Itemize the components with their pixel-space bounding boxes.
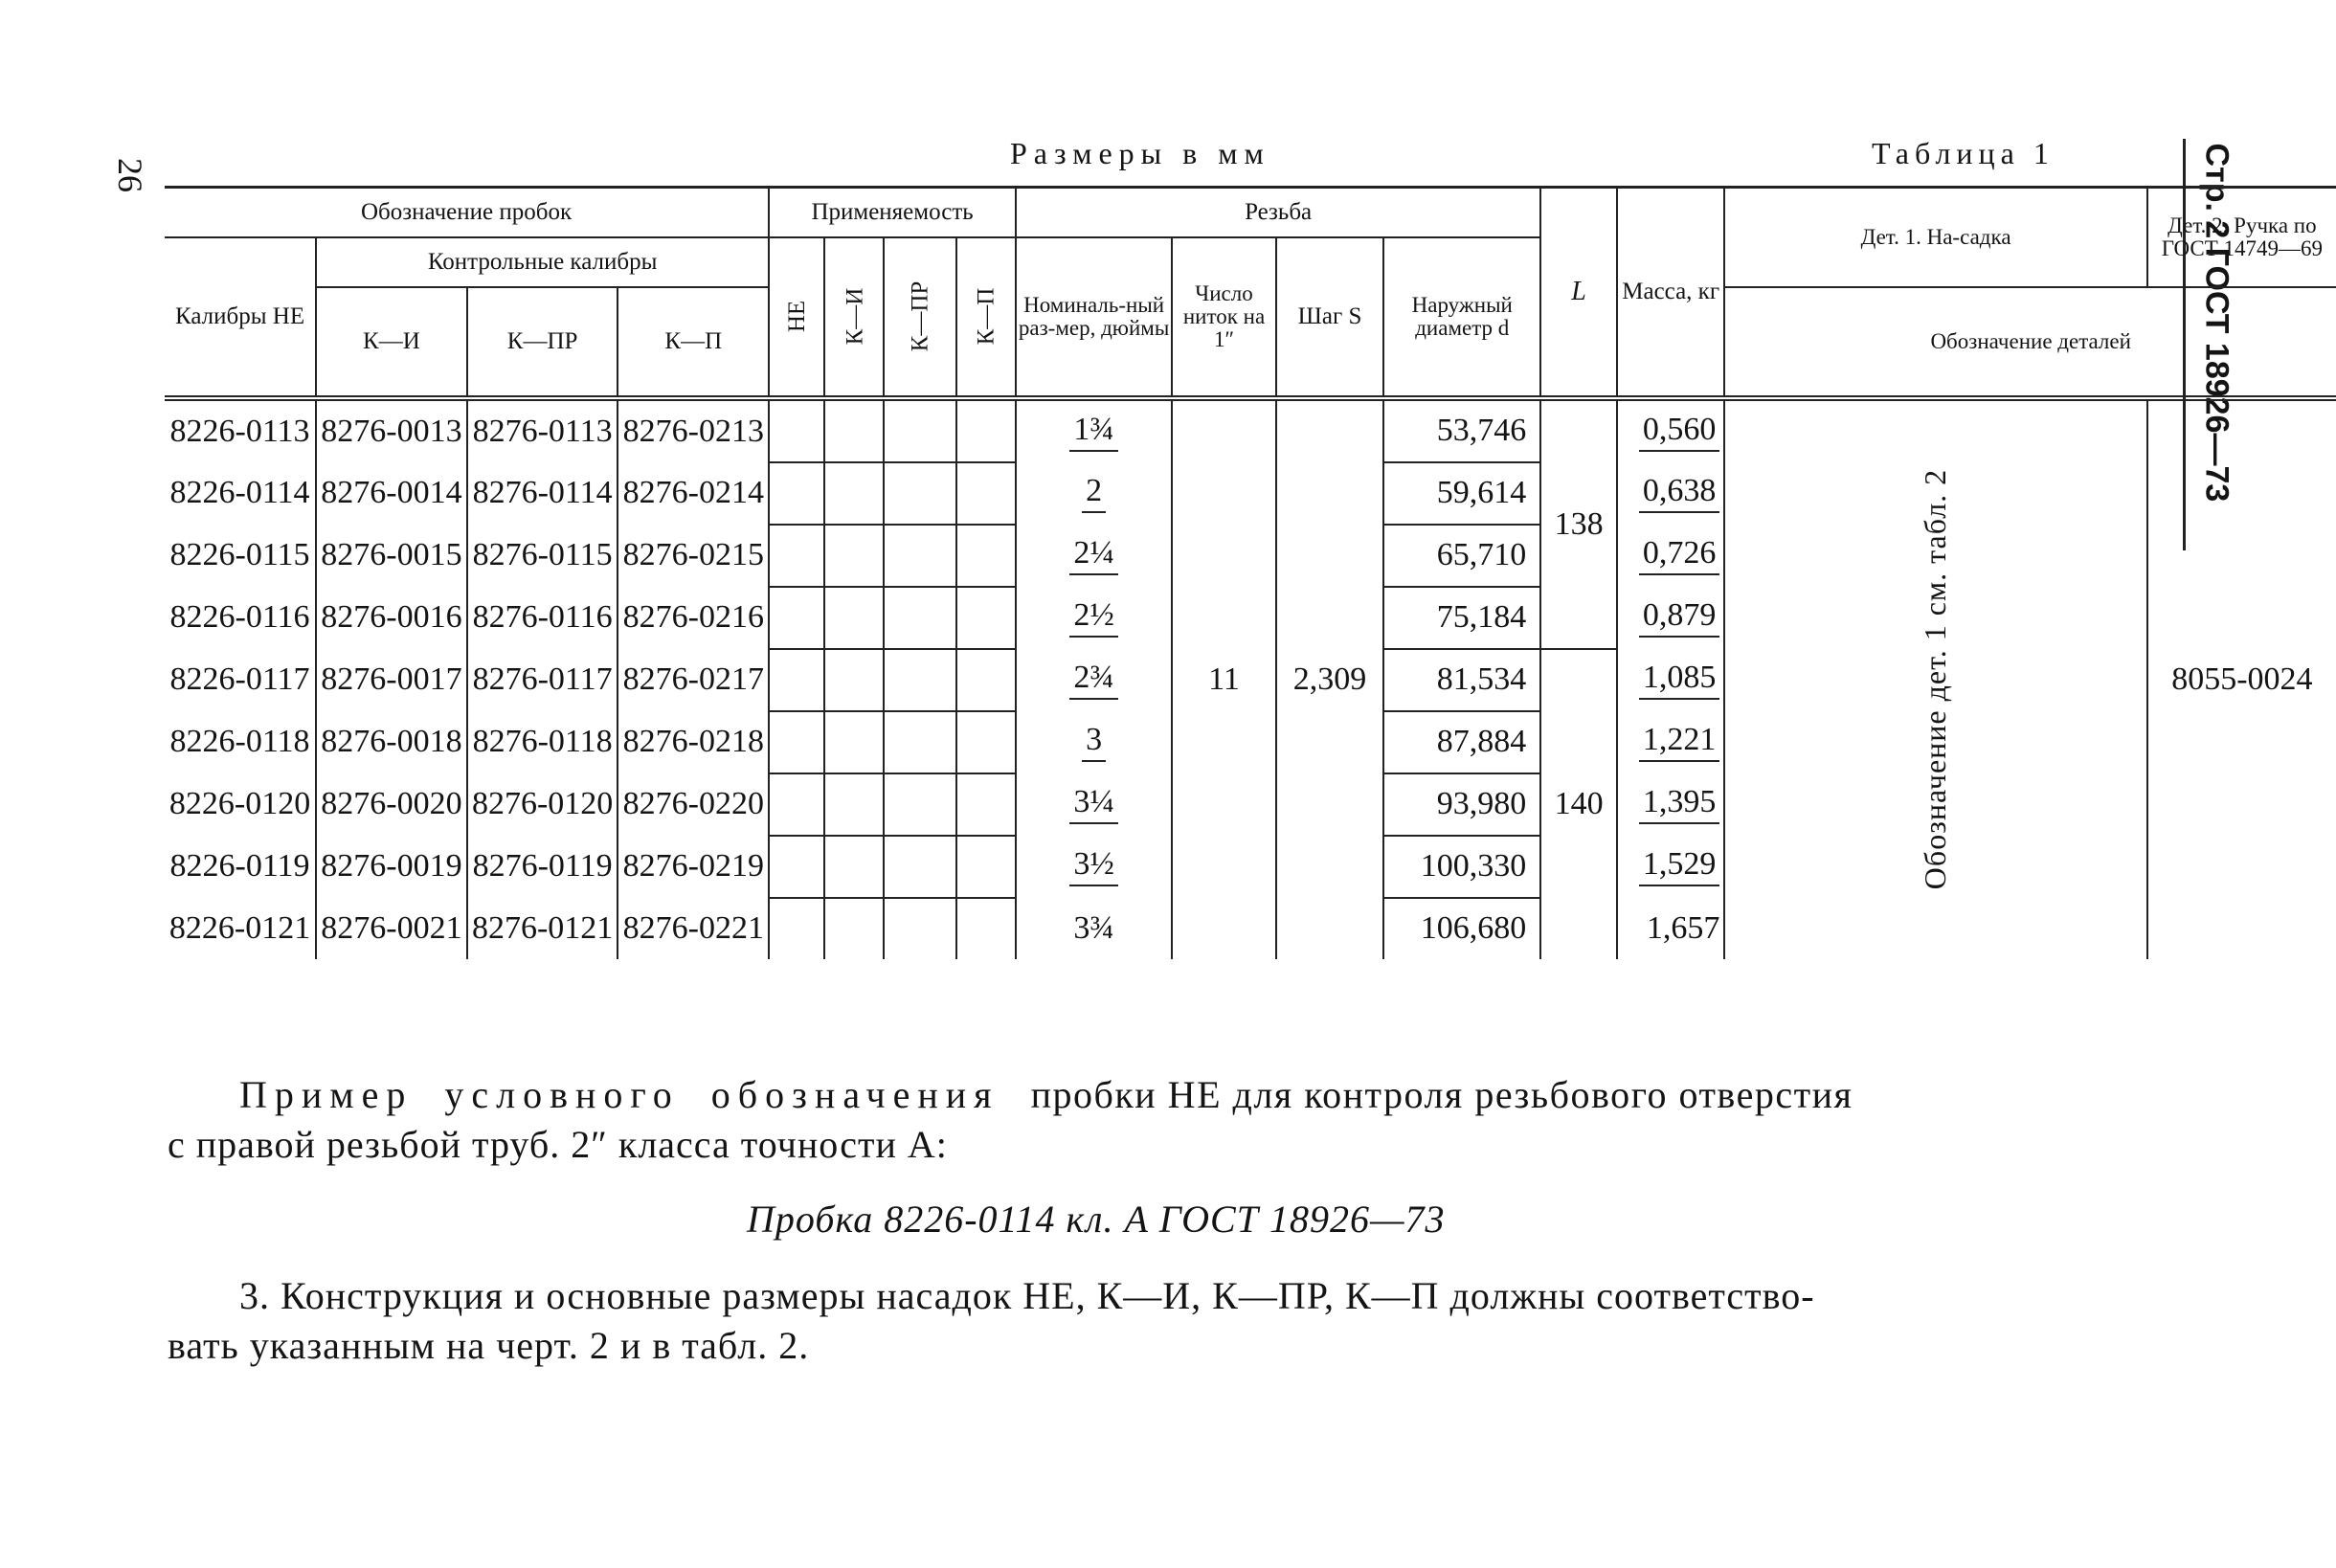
nominal-value: 3 bbox=[1082, 722, 1106, 762]
cell-k-i: 8276-0021 bbox=[316, 898, 467, 959]
header-app-k-p-text: К—П bbox=[973, 287, 1000, 346]
cell-app-ne bbox=[769, 836, 824, 898]
cell-k-p: 8276-0214 bbox=[618, 462, 769, 525]
cell-mass bbox=[1617, 773, 1724, 836]
nominal-value: 2¾ bbox=[1069, 660, 1118, 700]
cell-app-ne bbox=[769, 773, 824, 836]
example-paragraph bbox=[239, 1072, 2135, 1117]
cell-app-ne bbox=[769, 898, 824, 959]
cell-k-p: 8276-0218 bbox=[618, 711, 769, 773]
cell-app-k-pr bbox=[884, 773, 956, 836]
cell-ne: 8226-0119 bbox=[169, 848, 310, 884]
table-row bbox=[165, 398, 2336, 462]
cell-mass bbox=[1617, 711, 1724, 773]
mass-value: 1,085 bbox=[1639, 660, 1720, 700]
cell-app-k-pr bbox=[884, 836, 956, 898]
cell-k-i: 8276-0017 bbox=[316, 649, 467, 711]
cell-app-k-pr bbox=[884, 462, 956, 525]
cell-outer-diameter: 100,330 bbox=[1383, 836, 1540, 898]
cell-app-k-pr bbox=[884, 898, 956, 959]
cell-app-k-p bbox=[956, 773, 1016, 836]
cell-k-i: 8276-0013 bbox=[316, 398, 467, 462]
cell-app-k-p bbox=[956, 462, 1016, 525]
header-app-k-pr bbox=[884, 237, 956, 398]
cell-nominal bbox=[1016, 398, 1172, 462]
cell-k-i: 8276-0019 bbox=[316, 836, 467, 898]
header-app-k-i bbox=[824, 237, 884, 398]
cell-outer-diameter: 81,534 bbox=[1383, 649, 1540, 711]
cell-k-p: 8276-0220 bbox=[618, 773, 769, 836]
cell-app-k-p bbox=[956, 711, 1016, 773]
cell-app-k-p bbox=[956, 398, 1016, 462]
example-word-2: условного bbox=[444, 1073, 680, 1116]
cell-app-k-i bbox=[824, 711, 884, 773]
cell-k-p: 8276-0219 bbox=[618, 836, 769, 898]
header-part1: Дет. 1. На-садка bbox=[1724, 188, 2146, 287]
header-thread: Резьба bbox=[1016, 188, 1540, 237]
cell-app-k-pr bbox=[884, 587, 956, 649]
header-app-k-i-text: К—И bbox=[841, 287, 867, 346]
cell-k-i: 8276-0016 bbox=[316, 587, 467, 649]
cell-nominal bbox=[1016, 587, 1172, 649]
cell-k-pr: 8276-0119 bbox=[467, 836, 618, 898]
cell-outer-diameter: 75,184 bbox=[1383, 587, 1540, 649]
side-header-text: Стр. 2 ГОСТ 18926—73 bbox=[2198, 143, 2235, 503]
example-designation: Пробка 8226-0114 кл. А ГОСТ 18926—73 bbox=[747, 1198, 1446, 1241]
cell-app-k-i bbox=[824, 836, 884, 898]
cell-app-k-pr bbox=[884, 398, 956, 462]
cell-k-p: 8276-0217 bbox=[618, 649, 769, 711]
cell-app-k-p bbox=[956, 898, 1016, 959]
cell-app-k-i bbox=[824, 525, 884, 587]
header-gauges-ne: Калибры НЕ bbox=[165, 237, 316, 398]
cell-k-i: 8276-0020 bbox=[316, 773, 467, 836]
cell-threads-per-inch: 11 bbox=[1172, 398, 1276, 959]
table-label: Таблица 1 bbox=[1872, 136, 2055, 170]
header-parts-designation: Обозначение деталей bbox=[1724, 287, 2336, 398]
cell-app-ne bbox=[769, 462, 824, 525]
nominal-value: 3½ bbox=[1069, 846, 1118, 886]
cell-k-pr: 8276-0120 bbox=[467, 773, 618, 836]
cell-k-i: 8276-0014 bbox=[316, 462, 467, 525]
cell-k-p: 8276-0216 bbox=[618, 587, 769, 649]
cell-ne: 8226-0113 bbox=[169, 413, 310, 449]
example-word-1: Пример bbox=[239, 1073, 414, 1116]
mass-value: 1,529 bbox=[1639, 846, 1720, 886]
header-threads-per-inch: Число ниток на 1″ bbox=[1172, 237, 1276, 398]
cell-app-k-pr bbox=[884, 525, 956, 587]
cell-k-pr: 8276-0115 bbox=[467, 525, 618, 587]
cell-ne: 8226-0118 bbox=[169, 724, 310, 759]
cell-mass bbox=[1617, 649, 1724, 711]
mass-value: 1,395 bbox=[1639, 784, 1720, 824]
cell-part2-value: 8055-0024 bbox=[2147, 398, 2336, 959]
cell-k-pr: 8276-0121 bbox=[467, 898, 618, 959]
cell-nominal bbox=[1016, 711, 1172, 773]
cell-k-p: 8276-0221 bbox=[618, 898, 769, 959]
cell-k-pr: 8276-0116 bbox=[467, 587, 618, 649]
cell-mass bbox=[1617, 836, 1724, 898]
nominal-value: 2½ bbox=[1069, 597, 1118, 638]
cell-app-k-i bbox=[824, 587, 884, 649]
mass-value: 0,879 bbox=[1639, 597, 1720, 638]
example-rest: пробки НЕ для контроля резьбового отверстия bbox=[1030, 1073, 1853, 1116]
header-pitch: Шаг S bbox=[1276, 237, 1384, 398]
part1-note-text: Обозначение дет. 1 см. табл. 2 bbox=[1918, 468, 1953, 890]
header-applicability: Применяемость bbox=[769, 188, 1016, 237]
units-caption: Размеры в мм bbox=[1010, 136, 1270, 170]
nominal-value: 3¾ bbox=[1073, 909, 1114, 946]
cell-outer-diameter: 59,614 bbox=[1383, 462, 1540, 525]
cell-length-138: 138 bbox=[1540, 398, 1617, 649]
cell-ne: 8226-0115 bbox=[169, 537, 310, 572]
cell-ne: 8226-0116 bbox=[169, 599, 310, 635]
nominal-value: 2¼ bbox=[1069, 535, 1118, 575]
example-word-3: обозначения bbox=[710, 1073, 1000, 1116]
cell-mass bbox=[1617, 462, 1724, 525]
cell-app-ne bbox=[769, 587, 824, 649]
cell-k-pr: 8276-0114 bbox=[467, 462, 618, 525]
cell-outer-diameter: 106,680 bbox=[1383, 898, 1540, 959]
cell-app-ne bbox=[769, 649, 824, 711]
cell-app-k-p bbox=[956, 649, 1016, 711]
cell-outer-diameter: 93,980 bbox=[1383, 773, 1540, 836]
mass-value: 0,638 bbox=[1639, 473, 1720, 513]
header-k-p: К—П bbox=[618, 287, 769, 398]
cell-k-pr: 8276-0118 bbox=[467, 711, 618, 773]
cell-app-k-p bbox=[956, 587, 1016, 649]
cell-app-k-i bbox=[824, 898, 884, 959]
header-control-gauges: Контрольные калибры bbox=[316, 237, 769, 287]
cell-app-ne bbox=[769, 711, 824, 773]
cell-outer-diameter: 65,710 bbox=[1383, 525, 1540, 587]
cell-k-pr: 8276-0117 bbox=[467, 649, 618, 711]
cell-mass bbox=[1617, 398, 1724, 462]
cell-outer-diameter: 87,884 bbox=[1383, 711, 1540, 773]
cell-app-ne bbox=[769, 525, 824, 587]
header-length: L bbox=[1540, 188, 1617, 398]
cell-mass bbox=[1617, 587, 1724, 649]
header-part2: Дет. 2. Ручка по ГОСТ 14749—69 bbox=[2147, 188, 2336, 287]
cell-k-i: 8276-0015 bbox=[316, 525, 467, 587]
header-app-ne bbox=[769, 237, 824, 398]
cell-length-140: 140 bbox=[1540, 649, 1617, 959]
dimensions-table bbox=[165, 186, 2336, 959]
cell-pitch: 2,309 bbox=[1276, 398, 1384, 959]
cell-nominal bbox=[1016, 462, 1172, 525]
paragraph-3-line-2: вать указанным на черт. 2 и в табл. 2. bbox=[168, 1324, 810, 1367]
cell-nominal bbox=[1016, 773, 1172, 836]
header-app-k-pr-text: К—ПР bbox=[907, 280, 933, 352]
cell-k-i: 8276-0018 bbox=[316, 711, 467, 773]
header-k-pr: К—ПР bbox=[467, 287, 618, 398]
cell-nominal bbox=[1016, 525, 1172, 587]
cell-k-p: 8276-0215 bbox=[618, 525, 769, 587]
mass-value: 1,221 bbox=[1639, 722, 1720, 762]
cell-nominal bbox=[1016, 649, 1172, 711]
cell-app-k-i bbox=[824, 398, 884, 462]
cell-ne: 8226-0121 bbox=[168, 909, 311, 946]
header-app-k-p bbox=[956, 237, 1016, 398]
header-app-ne-text: НЕ bbox=[783, 300, 810, 333]
cell-app-k-i bbox=[824, 649, 884, 711]
cell-app-k-pr bbox=[884, 649, 956, 711]
mass-value: 1,657 bbox=[1646, 909, 1720, 946]
nominal-value: 2 bbox=[1082, 473, 1106, 513]
cell-mass bbox=[1617, 525, 1724, 587]
cell-app-k-i bbox=[824, 773, 884, 836]
mass-value: 0,560 bbox=[1639, 412, 1720, 452]
cell-part1-note bbox=[1724, 398, 2146, 959]
header-plug-designation: Обозначение пробок bbox=[165, 188, 769, 237]
header-outer-diameter: Наружный диаметр d bbox=[1383, 237, 1540, 398]
paragraph-3-line-1: 3. Конструкция и основные размеры насадок НЕ, К—И, К—ПР, К—П должны соответство- bbox=[239, 1274, 1815, 1317]
header-k-i: К—И bbox=[316, 287, 467, 398]
cell-outer-diameter: 53,746 bbox=[1383, 398, 1540, 462]
cell-app-ne bbox=[769, 398, 824, 462]
cell-ne: 8226-0114 bbox=[169, 475, 310, 510]
cell-nominal bbox=[1016, 898, 1172, 959]
header-mass: Масса, кг bbox=[1617, 188, 1724, 398]
cell-app-k-p bbox=[956, 525, 1016, 587]
nominal-value: 1¾ bbox=[1069, 412, 1118, 452]
cell-ne: 8226-0117 bbox=[169, 661, 310, 697]
page-number: 26 bbox=[111, 158, 149, 192]
header-nominal: Номиналь-ный раз-мер, дюймы bbox=[1016, 237, 1172, 398]
mass-value: 0,726 bbox=[1639, 535, 1720, 575]
cell-nominal bbox=[1016, 836, 1172, 898]
cell-app-k-pr bbox=[884, 711, 956, 773]
cell-k-pr: 8276-0113 bbox=[467, 398, 618, 462]
cell-mass bbox=[1617, 898, 1724, 959]
nominal-value: 3¼ bbox=[1069, 784, 1118, 824]
example-line-2: с правой резьбой труб. 2″ класса точности А: bbox=[168, 1123, 948, 1166]
cell-k-p: 8276-0213 bbox=[618, 398, 769, 462]
cell-app-k-i bbox=[824, 462, 884, 525]
cell-app-k-p bbox=[956, 836, 1016, 898]
cell-ne: 8226-0120 bbox=[168, 786, 311, 821]
